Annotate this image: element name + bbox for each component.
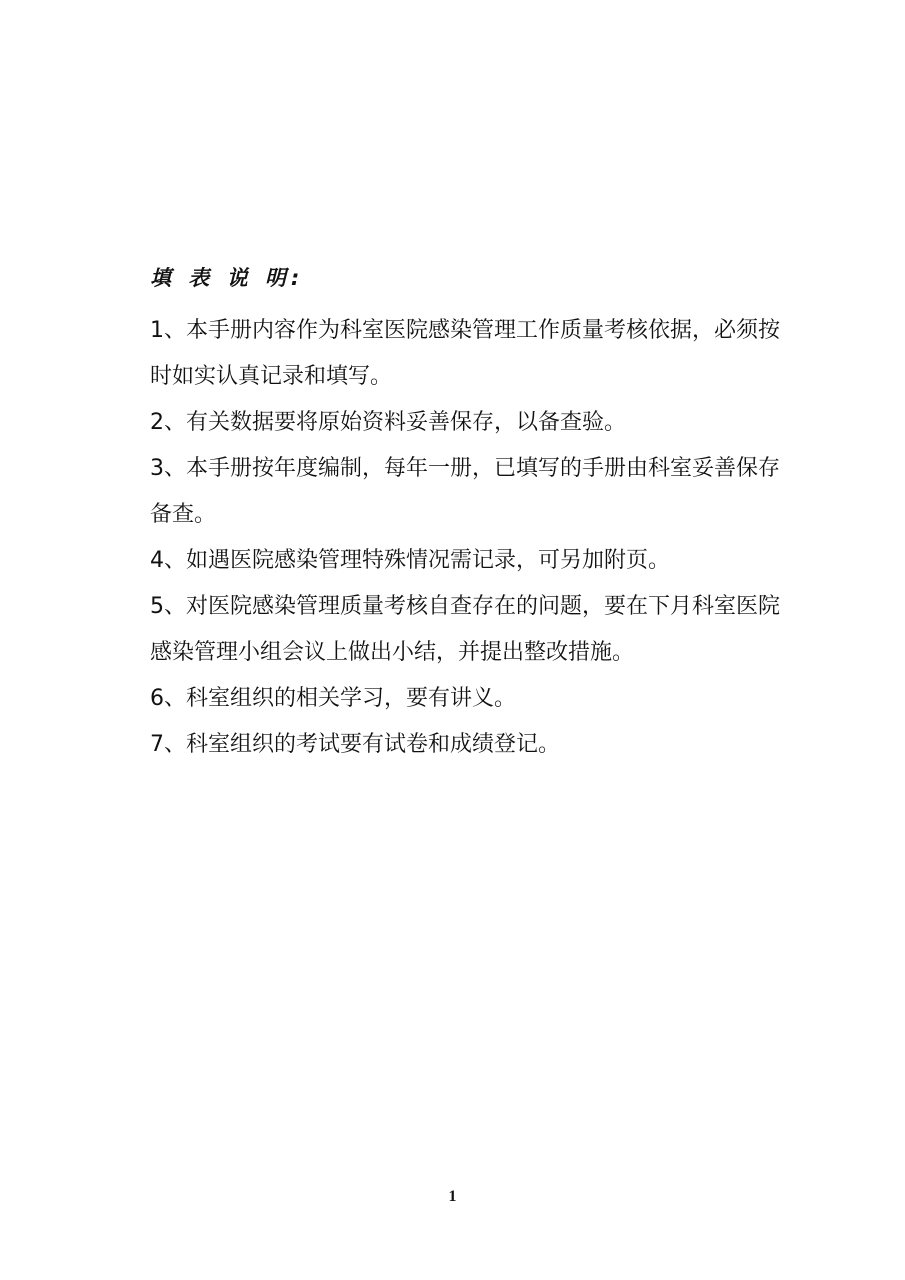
instructions-heading: 填 表 说 明: — [150, 266, 305, 290]
instruction-item-7: 7、科室组织的考试要有试卷和成绩登记。 — [150, 732, 560, 757]
instruction-item-1: 1、本手册内容作为科室医院感染管理工作质量考核依据，必须按时如实认真记录和填写。 — [150, 318, 780, 389]
instructions-list — [150, 308, 800, 768]
page-number: 1 — [448, 1188, 457, 1205]
instruction-item-6: 6、科室组织的相关学习，要有讲义。 — [150, 686, 516, 711]
instruction-item-2: 2、有关数据要将原始资料妥善保存，以备查验。 — [150, 410, 626, 435]
instruction-item-3: 3、本手册按年度编制，每年一册，已填写的手册由科室妥善保存备查。 — [150, 456, 780, 527]
instruction-item-5: 5、对医院感染管理质量考核自查存在的问题，要在下月科室医院感染管理小组会议上做出小结，并提出整改措施。 — [150, 594, 780, 665]
instruction-item-4: 4、如遇医院感染管理特殊情况需记录，可另加附页。 — [150, 548, 670, 573]
